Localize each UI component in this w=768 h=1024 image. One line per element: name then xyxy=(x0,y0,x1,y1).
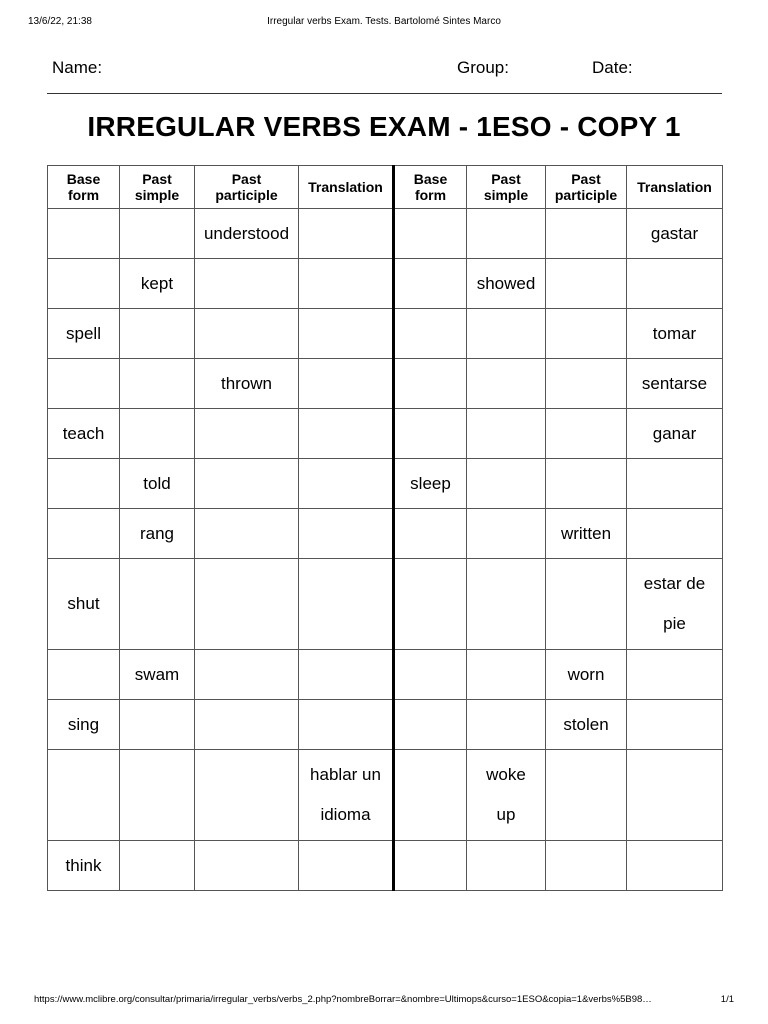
table-cell xyxy=(120,700,195,750)
table-cell xyxy=(627,509,723,559)
table-cell xyxy=(195,459,299,509)
table-cell xyxy=(299,559,394,650)
table-cell xyxy=(120,841,195,891)
table-cell: worn xyxy=(546,650,627,700)
table-cell: kept xyxy=(120,259,195,309)
table-cell: sentarse xyxy=(627,359,723,409)
table-body xyxy=(48,209,723,891)
column-header: Translation xyxy=(299,166,394,209)
column-header: Past participle xyxy=(195,166,299,209)
column-header: Base form xyxy=(394,166,467,209)
table-cell xyxy=(299,259,394,309)
name-label: Name: xyxy=(52,58,103,77)
table-cell xyxy=(195,509,299,559)
table-row xyxy=(48,750,723,841)
table-cell xyxy=(627,750,723,841)
group-label: Group: xyxy=(457,58,509,77)
table-cell xyxy=(394,559,467,650)
table-cell xyxy=(394,359,467,409)
student-fields xyxy=(52,58,722,82)
table-cell xyxy=(467,650,546,700)
table-row xyxy=(48,509,723,559)
column-header: Past simple xyxy=(467,166,546,209)
table-cell xyxy=(299,309,394,359)
table-cell: ganar xyxy=(627,409,723,459)
table-cell xyxy=(48,459,120,509)
table-cell: thrown xyxy=(195,359,299,409)
table-cell xyxy=(120,309,195,359)
table-cell xyxy=(48,509,120,559)
table-cell xyxy=(546,209,627,259)
table-cell xyxy=(546,841,627,891)
table-cell xyxy=(546,750,627,841)
table-cell xyxy=(120,409,195,459)
table-cell xyxy=(467,509,546,559)
table-cell xyxy=(394,209,467,259)
table-cell: understood xyxy=(195,209,299,259)
page-number: 1/1 xyxy=(720,994,734,1005)
table-cell xyxy=(467,841,546,891)
table-cell xyxy=(394,700,467,750)
table-row xyxy=(48,459,723,509)
table-row xyxy=(48,409,723,459)
table-row xyxy=(48,559,723,650)
table-row xyxy=(48,650,723,700)
column-header: Past simple xyxy=(120,166,195,209)
table-cell xyxy=(48,259,120,309)
header-divider xyxy=(47,93,722,94)
table-cell: think xyxy=(48,841,120,891)
table-row xyxy=(48,309,723,359)
table-cell xyxy=(546,559,627,650)
table-row xyxy=(48,700,723,750)
table-cell xyxy=(467,309,546,359)
table-cell xyxy=(394,841,467,891)
table-cell xyxy=(394,309,467,359)
table-cell: spell xyxy=(48,309,120,359)
table-cell xyxy=(48,650,120,700)
table-cell xyxy=(467,209,546,259)
table-cell xyxy=(299,509,394,559)
table-row xyxy=(48,209,723,259)
table-cell xyxy=(627,459,723,509)
table-cell xyxy=(467,559,546,650)
table-cell xyxy=(299,700,394,750)
table-cell xyxy=(467,359,546,409)
table-cell xyxy=(467,409,546,459)
column-header: Translation xyxy=(627,166,723,209)
print-page-title: Irregular verbs Exam. Tests. Bartolomé Sintes Marco xyxy=(267,16,501,27)
table-cell: sing xyxy=(48,700,120,750)
table-cell xyxy=(627,259,723,309)
table-cell: written xyxy=(546,509,627,559)
table-row xyxy=(48,259,723,309)
table-cell xyxy=(195,259,299,309)
table-cell: teach xyxy=(48,409,120,459)
date-label: Date: xyxy=(592,58,633,77)
table-header-row xyxy=(48,166,723,209)
table-cell: showed xyxy=(467,259,546,309)
table-cell xyxy=(299,359,394,409)
table-cell xyxy=(120,359,195,409)
table-cell: swam xyxy=(120,650,195,700)
table-cell xyxy=(546,259,627,309)
column-header: Base form xyxy=(48,166,120,209)
table-cell xyxy=(467,459,546,509)
table-cell xyxy=(546,459,627,509)
table-cell: gastar xyxy=(627,209,723,259)
table-cell xyxy=(394,509,467,559)
table-cell: tomar xyxy=(627,309,723,359)
table-row xyxy=(48,359,723,409)
table-cell xyxy=(299,650,394,700)
table-row xyxy=(48,841,723,891)
table-cell xyxy=(299,409,394,459)
table-cell: woke up xyxy=(467,750,546,841)
table-cell xyxy=(394,650,467,700)
table-cell xyxy=(627,650,723,700)
table-cell xyxy=(546,309,627,359)
table-cell xyxy=(195,409,299,459)
table-cell xyxy=(195,700,299,750)
print-datetime: 13/6/22, 21:38 xyxy=(28,16,92,27)
exam-title: IRREGULAR VERBS EXAM - 1ESO - COPY 1 xyxy=(87,111,681,142)
table-cell xyxy=(394,750,467,841)
column-header: Past participle xyxy=(546,166,627,209)
table-cell: hablar un idioma xyxy=(299,750,394,841)
print-header xyxy=(28,16,740,30)
table-cell xyxy=(299,459,394,509)
table-cell xyxy=(195,841,299,891)
table-cell xyxy=(299,209,394,259)
table-cell: estar de pie xyxy=(627,559,723,650)
table-cell: sleep xyxy=(394,459,467,509)
table-cell xyxy=(195,750,299,841)
table-cell xyxy=(120,750,195,841)
table-cell xyxy=(48,359,120,409)
table-cell xyxy=(627,700,723,750)
table-cell xyxy=(195,309,299,359)
table-cell xyxy=(120,209,195,259)
table-cell xyxy=(299,841,394,891)
table-cell: told xyxy=(120,459,195,509)
table-cell xyxy=(48,750,120,841)
table-cell: stolen xyxy=(546,700,627,750)
table-cell xyxy=(627,841,723,891)
table-cell xyxy=(394,409,467,459)
table-cell: shut xyxy=(48,559,120,650)
table-cell xyxy=(546,359,627,409)
table-cell xyxy=(467,700,546,750)
table-cell xyxy=(394,259,467,309)
verbs-table xyxy=(47,165,723,891)
table-cell xyxy=(195,559,299,650)
table-cell: rang xyxy=(120,509,195,559)
table-cell xyxy=(195,650,299,700)
print-footer xyxy=(34,994,734,1008)
page-url: https://www.mclibre.org/consultar/primaria/irregular_verbs/verbs_2.php?nombreBorrar=&nombre=Ultimops&curso=1ESO&copia=1&verbs%5B98… xyxy=(34,994,652,1005)
table-cell xyxy=(120,559,195,650)
table-cell xyxy=(546,409,627,459)
table-cell xyxy=(48,209,120,259)
